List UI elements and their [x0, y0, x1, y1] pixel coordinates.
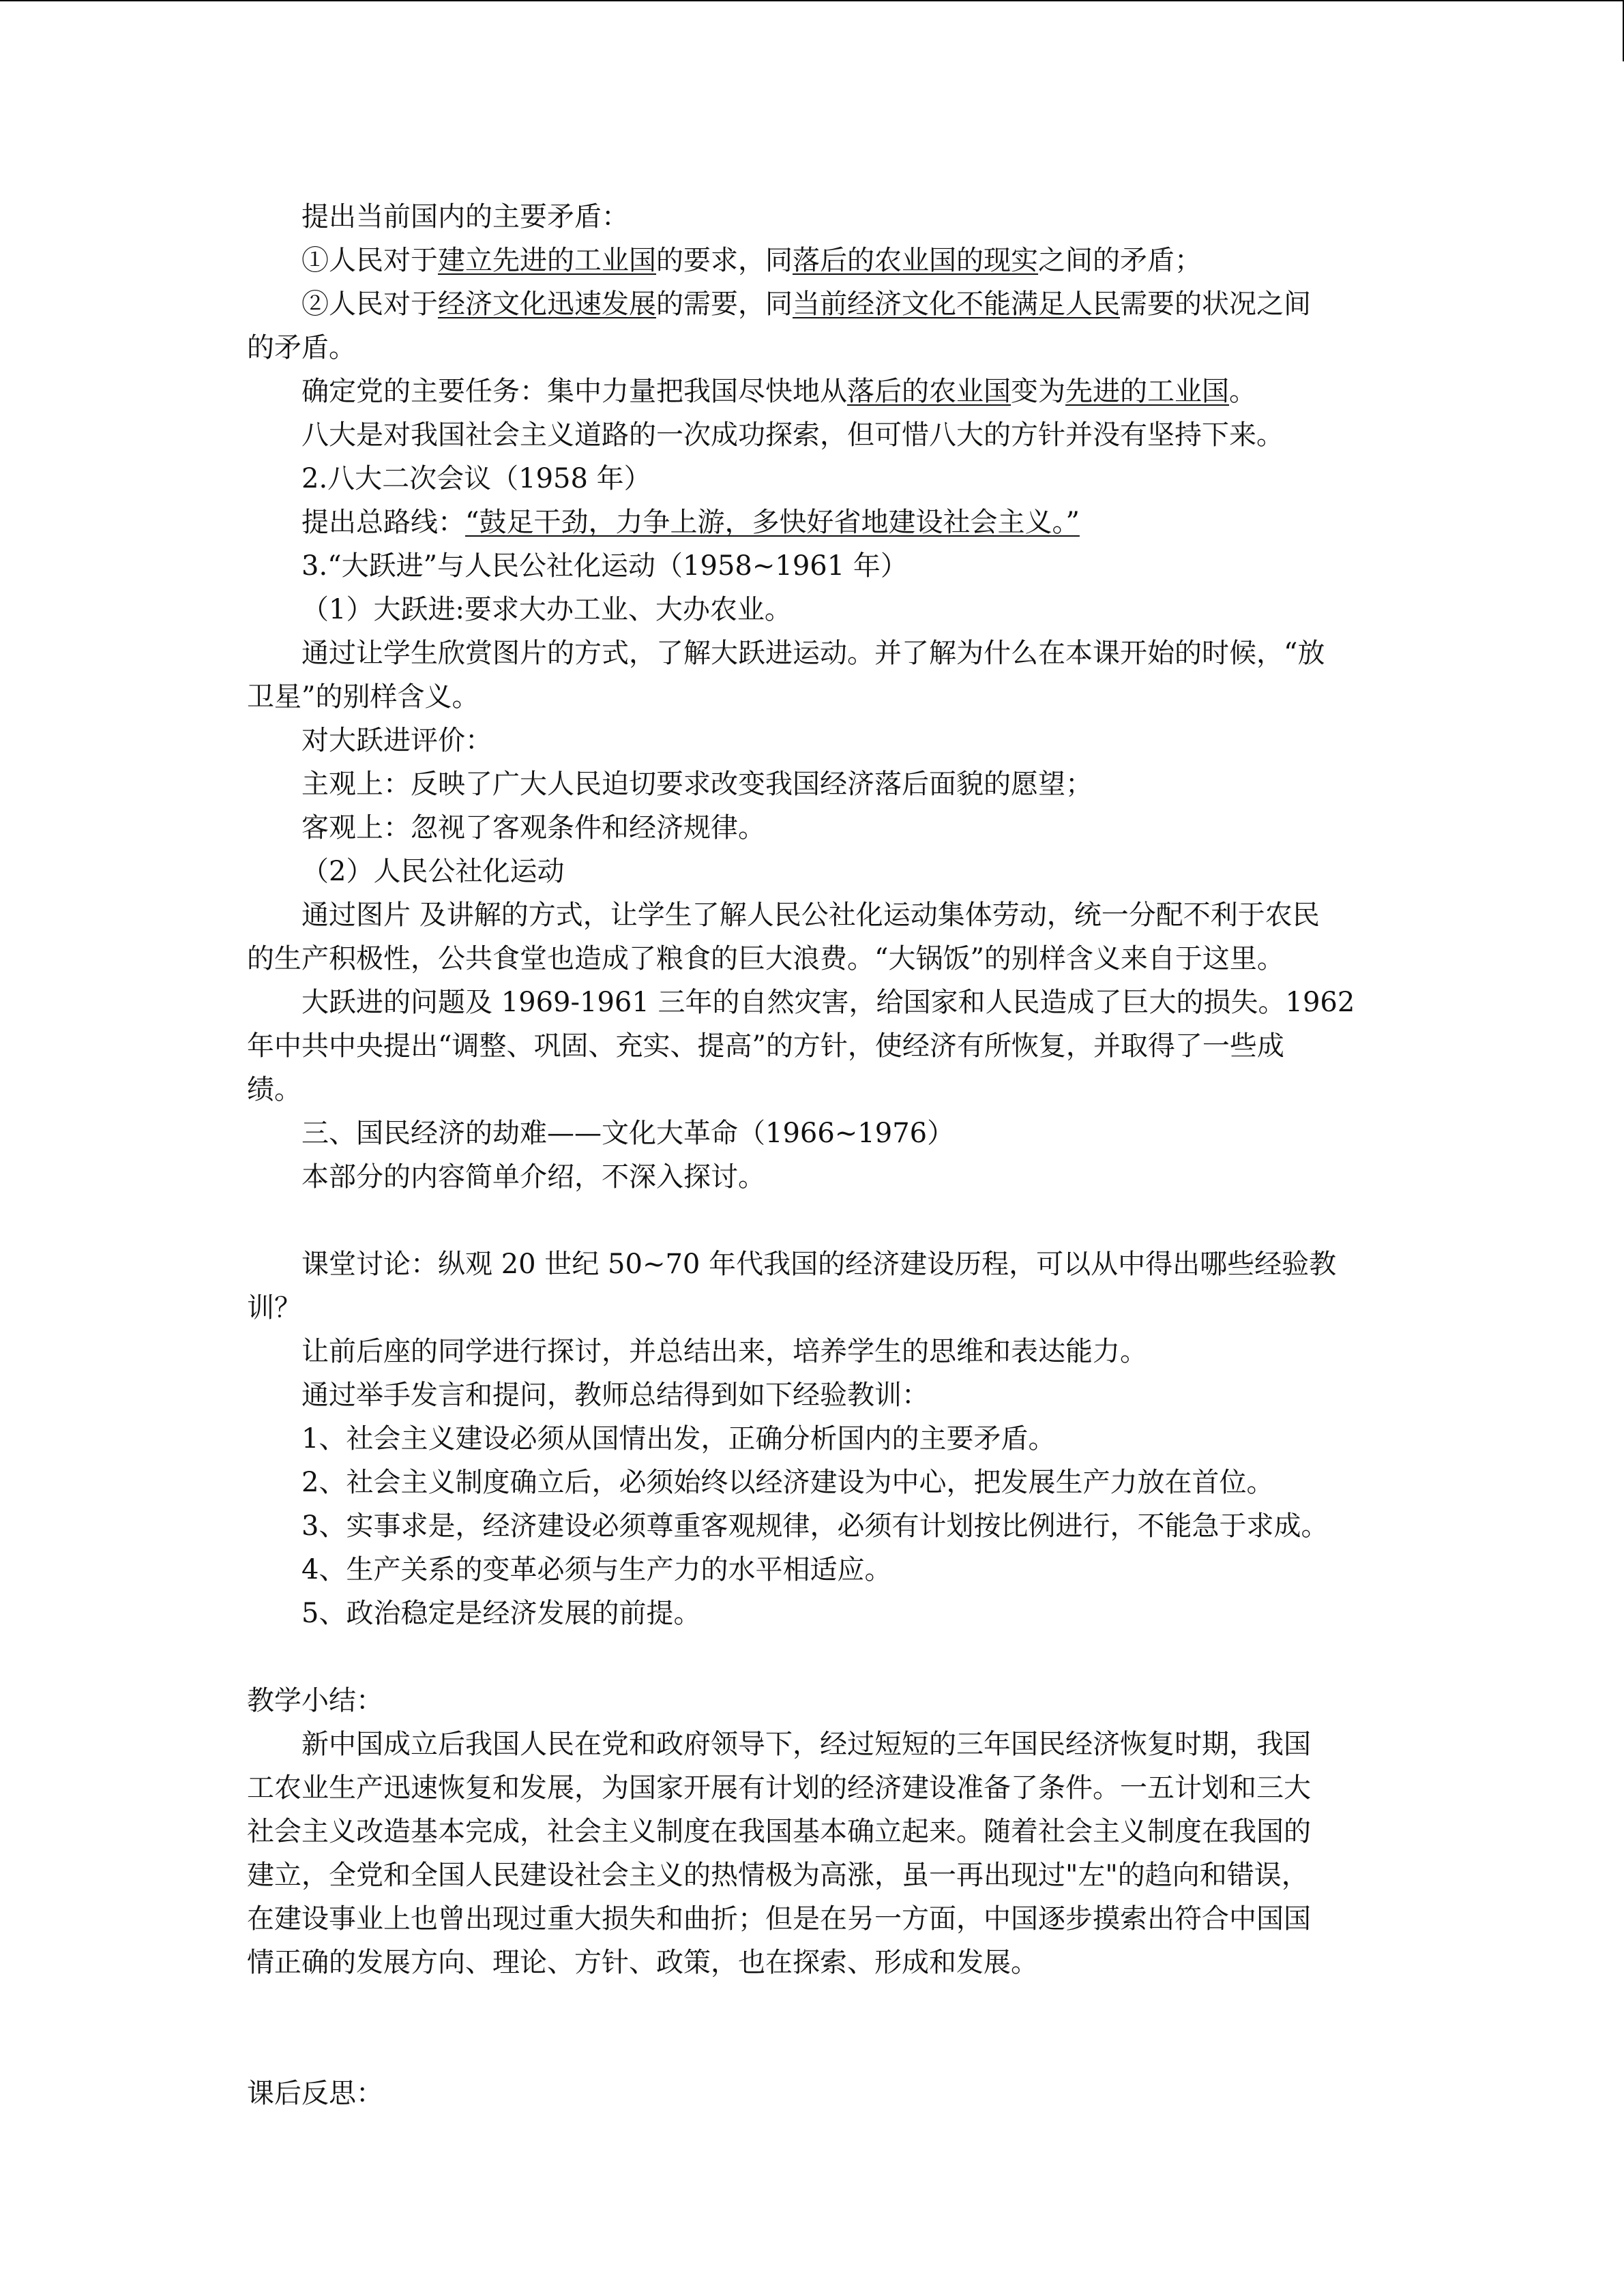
text-line: 客观上：忽视了客观条件和经济规律。 [301, 812, 765, 844]
spacer [247, 1635, 1379, 1679]
text-line: 在建设事业上也曾出现过重大损失和曲折；但是在另一方面，中国逐步摸索出符合中国国 [247, 1903, 1311, 1935]
text-line: 卫星”的别样含义。 [247, 681, 479, 713]
text-line: 通过让学生欣赏图片的方式，了解大跃进运动。并了解为什么在本课开始的时候，“放 [301, 638, 1325, 669]
text-line: （2）人民公社化运动 [301, 856, 565, 887]
text-fragment: 。 [1229, 376, 1256, 407]
text-line: 训？ [247, 1292, 301, 1324]
underlined-text: 建立先进的工业国 [438, 245, 656, 276]
underlined-text: 落后的农业国 [847, 376, 1011, 407]
text-fragment: 提出总路线： [301, 507, 465, 538]
text-line: 课堂讨论：纵观 20 世纪 50~70 年代我国的经济建设历程，可以从中得出哪些经验教 [301, 1249, 1337, 1280]
text-line: 对大跃进评价： [301, 725, 492, 756]
section-heading: 2.八大二次会议（1958 年） [301, 463, 651, 494]
list-item: 2、社会主义制度确立后，必须始终以经济建设为中心，把发展生产力放在首位。 [301, 1467, 1274, 1498]
text-line [247, 501, 1379, 544]
section-heading: 3.“大跃进”与人民公社化运动（1958~1961 年） [301, 550, 908, 582]
text-fragment: ①人民对于 [301, 245, 438, 276]
text-line: 八大是对我国社会主义道路的一次成功探索，但可惜八大的方针并没有坚持下来。 [301, 419, 1284, 451]
text-line [247, 370, 1379, 413]
text-line: 大跃进的问题及 1969-1961 三年的自然灾害，给国家和人民造成了巨大的损失。1962 [301, 987, 1355, 1018]
page-top-border [0, 0, 1623, 1]
text-line: （1）大跃进:要求大办工业、大办农业。 [301, 594, 792, 625]
text-line: 主观上：反映了广大人民迫切要求改变我国经济落后面貌的愿望； [301, 769, 1093, 800]
list-item: 1、社会主义建设必须从国情出发，正确分析国内的主要矛盾。 [301, 1423, 1056, 1455]
underlined-text: “鼓足干劲，力争上游，多快好省地建设社会主义。” [465, 507, 1080, 538]
list-item: 3、实事求是，经济建设必须尊重客观规律，必须有计划按比例进行，不能急于求成。 [301, 1510, 1329, 1542]
text-fragment: 的要求，同 [656, 245, 793, 276]
text-line: 年中共中央提出“调整、巩固、充实、提高”的方针，使经济有所恢复，并取得了一些成 [247, 1030, 1284, 1062]
text-line: 让前后座的同学进行探讨，并总结出来，培养学生的思维和表达能力。 [301, 1336, 1147, 1367]
underlined-text: 经济文化迅速发展 [438, 288, 656, 320]
section-heading: 三、国民经济的劫难——文化大革命（1966~1976） [301, 1118, 955, 1149]
text-fragment: 变为 [1011, 376, 1065, 407]
text-line: 通过图片 及讲解的方式，让学生了解人民公社化运动集体劳动，统一分配不利于农民 [301, 899, 1320, 931]
list-item: 4、生产关系的变革必须与生产力的水平相适应。 [301, 1554, 892, 1585]
text-line: 新中国成立后我国人民在党和政府领导下，经过短短的三年国民经济恢复时期，我国 [301, 1729, 1311, 1760]
section-heading: 课后反思： [247, 2078, 383, 2109]
text-fragment: 需要的状况之间 [1120, 288, 1311, 320]
text-line: 本部分的内容简单介绍，不深入探讨。 [301, 1161, 765, 1193]
text-line: 提出当前国内的主要矛盾： [301, 201, 629, 233]
spacer [247, 1984, 1379, 2072]
underlined-text: 当前经济文化不能满足人民 [793, 288, 1120, 320]
text-fragment: 的需要，同 [656, 288, 793, 320]
text-fragment: ②人民对于 [301, 288, 438, 320]
document-body [247, 195, 1379, 2115]
text-line: 的生产积极性，公共食堂也造成了粮食的巨大浪费。“大锅饭”的别样含义来自于这里。 [247, 943, 1284, 974]
text-line: 建立，全党和全国人民建设社会主义的热情极为高涨，虽一再出现过"左"的趋向和错误， [247, 1860, 1309, 1891]
text-line [247, 239, 1379, 282]
text-line [247, 282, 1379, 326]
text-line: 通过举手发言和提问，教师总结得到如下经验教训： [301, 1380, 929, 1411]
section-heading: 教学小结： [247, 1685, 383, 1716]
text-line: 社会主义改造基本完成，社会主义制度在我国基本确立起来。随着社会主义制度在我国的 [247, 1816, 1311, 1847]
underlined-text: 落后的农业国的现实 [793, 245, 1038, 276]
text-line: 工农业生产迅速恢复和发展，为国家开展有计划的经济建设准备了条件。一五计划和三大 [247, 1772, 1311, 1804]
text-fragment: 确定党的主要任务：集中力量把我国尽快地从 [301, 376, 847, 407]
text-line: 的矛盾。 [247, 332, 356, 363]
underlined-text: 先进的工业国 [1065, 376, 1229, 407]
spacer [247, 1199, 1379, 1242]
text-line: 绩。 [247, 1074, 301, 1105]
text-fragment: 之间的矛盾； [1038, 245, 1202, 276]
text-line: 情正确的发展方向、理论、方针、政策，也在探索、形成和发展。 [247, 1947, 1038, 1978]
list-item: 5、政治稳定是经济发展的前提。 [301, 1598, 701, 1629]
